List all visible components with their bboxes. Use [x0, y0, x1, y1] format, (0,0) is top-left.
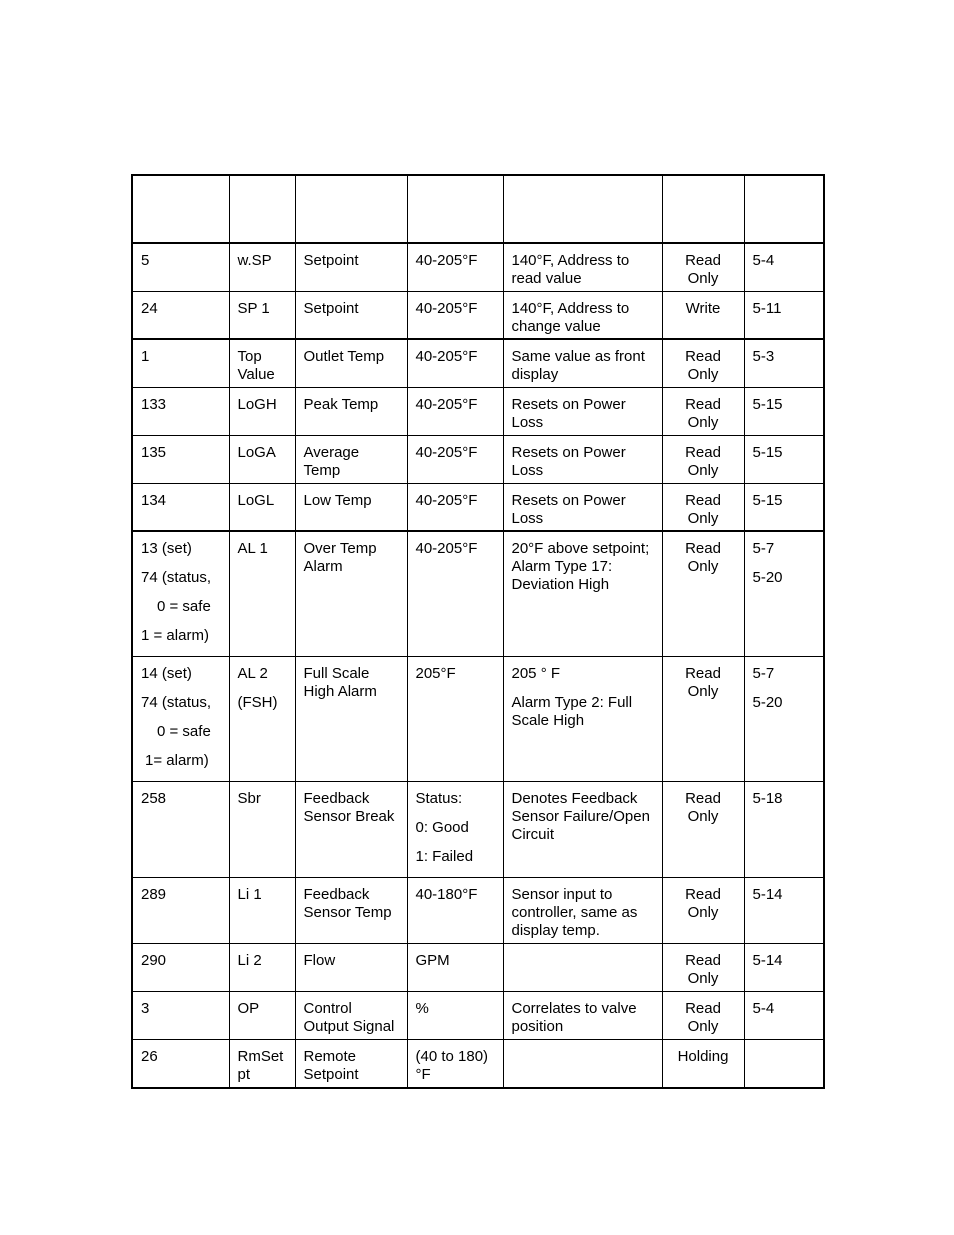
page-ref-cell: 5-15: [744, 435, 824, 483]
page-ref-cell: [744, 531, 824, 657]
parameter-line: (FSH): [237, 694, 278, 711]
parameter-cell: RmSet pt: [229, 1040, 295, 1088]
parameter-cell: OP: [229, 992, 295, 1040]
range-cell: GPM: [407, 944, 503, 992]
range-cell: 40-205°F: [407, 243, 503, 291]
range-line: Status:: [415, 790, 463, 807]
range-cell: 40-205°F: [407, 291, 503, 339]
range-cell: 40-205°F: [407, 531, 503, 657]
access-cell: Read Only: [662, 387, 744, 435]
page-ref-cell: 5-15: [744, 483, 824, 531]
access-cell: Read Only: [662, 483, 744, 531]
address-cell: 26: [132, 1040, 229, 1088]
parameter-cell: [229, 657, 295, 782]
table-row: [132, 1040, 824, 1088]
range-cell: 40-205°F: [407, 483, 503, 531]
notes-cell: [503, 1040, 662, 1088]
range-cell: 40-205°F: [407, 435, 503, 483]
table-row: [132, 483, 824, 531]
parameter-cell: Li 1: [229, 878, 295, 944]
table-row: [132, 243, 824, 291]
page-ref-line: 5-20: [752, 569, 783, 586]
address-cell: 24: [132, 291, 229, 339]
description-cell: Low Temp: [295, 483, 407, 531]
page-ref-line: 5-7: [752, 665, 775, 682]
page-ref-line: 5-20: [752, 694, 783, 711]
header-cell: [295, 175, 407, 243]
access-cell: Read Only: [662, 435, 744, 483]
address-line: 0 = safe: [157, 723, 211, 740]
page-ref-cell: [744, 657, 824, 782]
page-ref-cell: 5-14: [744, 878, 824, 944]
range-cell: (40 to 180) °F: [407, 1040, 503, 1088]
address-cell: 258: [132, 782, 229, 878]
address-line: 0 = safe: [157, 598, 211, 615]
range-cell: %: [407, 992, 503, 1040]
table-row: [132, 878, 824, 944]
parameter-cell: w.SP: [229, 243, 295, 291]
address-cell: 135: [132, 435, 229, 483]
address-cell: 289: [132, 878, 229, 944]
description-cell: Full Scale High Alarm: [295, 657, 407, 782]
notes-cell: Sensor input to controller, same as display temp.: [503, 878, 662, 944]
description-cell: Peak Temp: [295, 387, 407, 435]
page-ref-cell: 5-4: [744, 243, 824, 291]
description-cell: Control Output Signal: [295, 992, 407, 1040]
range-line: 1: Failed: [415, 848, 474, 865]
notes-cell: Denotes Feedback Sensor Failure/Open Circuit: [503, 782, 662, 878]
table-row: [132, 992, 824, 1040]
notes-cell: 140°F, Address to change value: [503, 291, 662, 339]
header-cell: [744, 175, 824, 243]
access-cell: Holding: [662, 1040, 744, 1088]
range-cell: 40-180°F: [407, 878, 503, 944]
page-ref-cell: 5-15: [744, 387, 824, 435]
access-cell: Write: [662, 291, 744, 339]
range-cell: 40-205°F: [407, 339, 503, 387]
notes-cell: Resets on Power Loss: [503, 387, 662, 435]
table-row: [132, 435, 824, 483]
header-cell: [229, 175, 295, 243]
description-cell: Over Temp Alarm: [295, 531, 407, 657]
table-row: [132, 531, 824, 657]
access-cell: Read Only: [662, 657, 744, 782]
address-line: 74 (status,: [141, 569, 212, 586]
page-ref-line: 5-7: [752, 540, 775, 557]
header-cell: [662, 175, 744, 243]
page-ref-cell: 5-18: [744, 782, 824, 878]
access-cell: Read Only: [662, 782, 744, 878]
parameter-cell: SP 1: [229, 291, 295, 339]
header-cell: [503, 175, 662, 243]
range-cell: 205°F: [407, 657, 503, 782]
parameter-cell: Li 2: [229, 944, 295, 992]
parameter-cell: AL 1: [229, 531, 295, 657]
modbus-parameter-table: [131, 174, 825, 1089]
address-line: 13 (set): [141, 540, 192, 557]
notes-cell: [503, 944, 662, 992]
access-cell: Read Only: [662, 243, 744, 291]
address-cell: 5: [132, 243, 229, 291]
address-line: 1= alarm): [145, 752, 209, 769]
parameter-cell: LoGL: [229, 483, 295, 531]
range-line: 0: Good: [415, 819, 469, 836]
description-cell: Feedback Sensor Temp: [295, 878, 407, 944]
address-line: 74 (status,: [141, 694, 212, 711]
notes-cell: Resets on Power Loss: [503, 435, 662, 483]
notes-cell: [503, 657, 662, 782]
description-cell: Setpoint: [295, 291, 407, 339]
parameter-line: AL 2: [237, 665, 268, 682]
table-row: [132, 944, 824, 992]
address-cell: [132, 657, 229, 782]
description-cell: Average Temp: [295, 435, 407, 483]
description-cell: Remote Setpoint: [295, 1040, 407, 1088]
notes-cell: Correlates to valve position: [503, 992, 662, 1040]
page-ref-cell: 5-11: [744, 291, 824, 339]
table-row: [132, 387, 824, 435]
range-cell: [407, 782, 503, 878]
notes-cell: 140°F, Address to read value: [503, 243, 662, 291]
page-ref-cell: 5-3: [744, 339, 824, 387]
range-cell: 40-205°F: [407, 387, 503, 435]
notes-cell: Resets on Power Loss: [503, 483, 662, 531]
description-cell: Setpoint: [295, 243, 407, 291]
table-row: [132, 657, 824, 782]
page-ref-cell: 5-14: [744, 944, 824, 992]
page-ref-cell: [744, 1040, 824, 1088]
parameter-cell: Top Value: [229, 339, 295, 387]
table-row: [132, 782, 824, 878]
address-line: 14 (set): [141, 665, 192, 682]
access-cell: Read Only: [662, 531, 744, 657]
table-row: [132, 339, 824, 387]
parameter-cell: Sbr: [229, 782, 295, 878]
address-cell: 134: [132, 483, 229, 531]
description-cell: Feedback Sensor Break: [295, 782, 407, 878]
parameter-cell: LoGA: [229, 435, 295, 483]
address-cell: 133: [132, 387, 229, 435]
notes-line: 205 ° F: [511, 665, 561, 682]
address-cell: [132, 531, 229, 657]
description-cell: Flow: [295, 944, 407, 992]
page-ref-cell: 5-4: [744, 992, 824, 1040]
address-cell: 290: [132, 944, 229, 992]
table-row: [132, 291, 824, 339]
notes-line: Alarm Type 2: Full Scale High: [511, 694, 633, 729]
notes-cell: 20°F above setpoint; Alarm Type 17: Deviation High: [503, 531, 662, 657]
access-cell: Read Only: [662, 992, 744, 1040]
address-line: 1 = alarm): [141, 627, 209, 644]
parameter-cell: LoGH: [229, 387, 295, 435]
header-cell: [132, 175, 229, 243]
address-cell: 1: [132, 339, 229, 387]
access-cell: Read Only: [662, 944, 744, 992]
access-cell: Read Only: [662, 339, 744, 387]
description-cell: Outlet Temp: [295, 339, 407, 387]
address-cell: 3: [132, 992, 229, 1040]
access-cell: Read Only: [662, 878, 744, 944]
header-cell: [407, 175, 503, 243]
notes-cell: Same value as front display: [503, 339, 662, 387]
table-header-row: [132, 175, 824, 243]
